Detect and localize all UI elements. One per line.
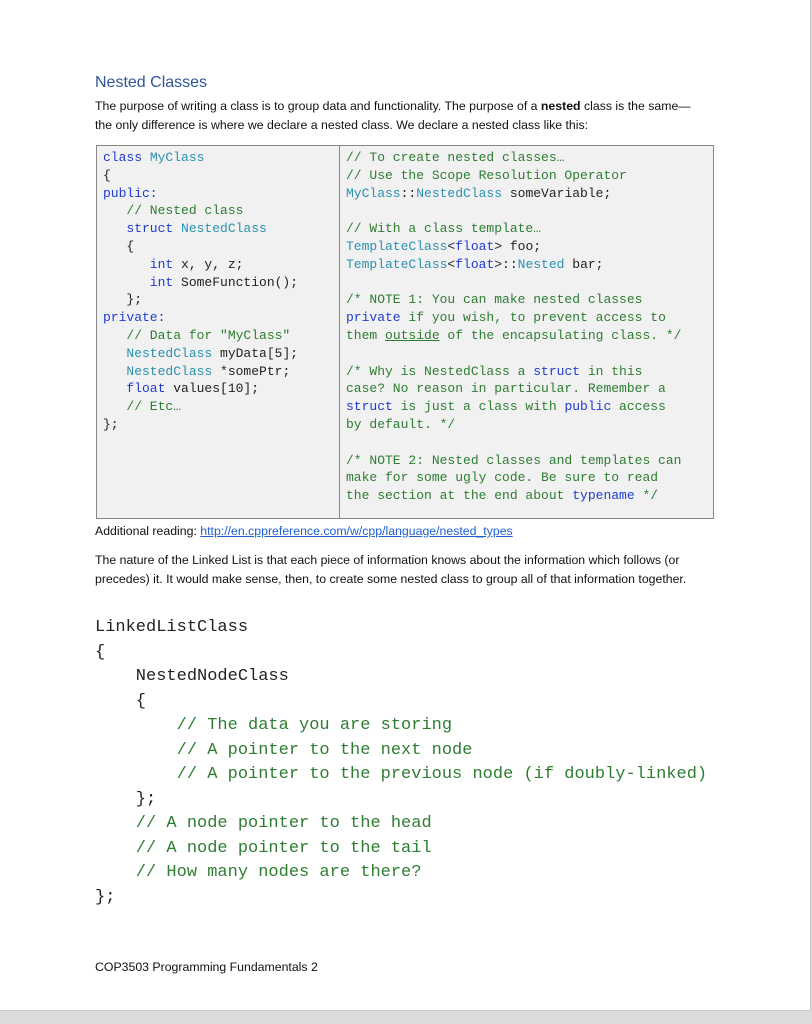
code-token: { [103, 167, 111, 183]
code-token: MyClass [149, 150, 205, 165]
code-token: // A pointer to the previous node (if doubly-linked) [95, 765, 708, 784]
code-line [103, 202, 339, 220]
code-token: values[10]; [173, 381, 260, 397]
code-line [95, 812, 707, 837]
code-line [346, 185, 713, 203]
reference-link[interactable]: http://en.cppreference.com/w/cpp/language/nested_types [200, 524, 513, 538]
code-token: make for some ugly code. Be sure to read [346, 470, 659, 486]
code-token: /* Why is NestedClass a [346, 363, 534, 379]
code-line [95, 788, 707, 813]
code-token: }; [95, 887, 116, 907]
code-token: int [103, 256, 182, 272]
code-token: // Etc… [103, 399, 182, 415]
code-token: someVariable; [509, 185, 612, 201]
code-token: }; [103, 416, 119, 432]
code-line [95, 641, 707, 666]
code-token: if you wish, to prevent access to [408, 310, 666, 326]
code-token: float [455, 256, 495, 272]
code-token: them [346, 327, 386, 343]
intro-bold: nested [540, 99, 581, 113]
code-token: // A pointer to the next node [95, 740, 473, 760]
code-line [346, 256, 713, 274]
code-token: case? No reason in particular. Remember a [346, 381, 666, 397]
code-line [346, 434, 713, 452]
code-line [95, 665, 707, 690]
code-token: Nested [517, 256, 573, 272]
code-left-column [97, 146, 340, 518]
code-token: class [103, 150, 150, 165]
code-token: public: [103, 185, 158, 201]
code-token: bar; [572, 256, 604, 272]
code-line [346, 238, 713, 256]
code-line [346, 380, 713, 398]
code-line [103, 309, 339, 327]
code-line [346, 452, 713, 470]
code-line [103, 327, 339, 345]
code-token: { [95, 642, 106, 662]
code-token: // With a class template… [346, 221, 542, 237]
code-token: struct [533, 363, 588, 379]
code-line [103, 291, 339, 309]
code-token: NestedNodeClass [95, 667, 289, 686]
code-token: of the encapsulating class. */ [439, 327, 682, 343]
code-line [103, 149, 339, 167]
code-line [346, 291, 713, 309]
code-token: int [103, 274, 182, 290]
code-line [346, 309, 713, 327]
code-token: float [103, 381, 174, 397]
code-token: outside [385, 327, 440, 343]
code-line [346, 487, 713, 505]
code-line [346, 469, 713, 487]
code-line [95, 861, 707, 886]
code-line [95, 739, 707, 764]
code-token: typename [572, 488, 643, 504]
code-token: struct [346, 399, 401, 415]
code-token: NestedClass [181, 221, 267, 237]
code-token: by default. */ [346, 416, 456, 432]
code-token: < [447, 256, 456, 272]
section-title: Nested Classes [95, 74, 208, 91]
code-line [103, 220, 339, 238]
code-token: private: [103, 310, 166, 326]
code-token: NestedClass [416, 185, 510, 201]
code-line [103, 167, 339, 185]
code-token: TemplateClass [346, 238, 448, 254]
code-example-table [96, 145, 714, 519]
code-line [95, 714, 707, 739]
code-token: SomeFunction(); [181, 274, 299, 290]
code-line [95, 837, 707, 862]
code-line [346, 167, 713, 185]
code-line [103, 398, 339, 416]
code-token: */ [642, 488, 659, 504]
code-line [346, 416, 713, 434]
code-line [103, 274, 339, 292]
additional-reading [95, 522, 705, 541]
code-token: < [447, 238, 456, 254]
code-line [103, 345, 339, 363]
code-token: // Data for "MyClass" [103, 327, 291, 343]
code-token: > foo; [494, 238, 542, 254]
additional-reading-label: Additional reading: [95, 524, 201, 538]
code-token: // To create nested classes… [346, 150, 565, 165]
code-token: private [346, 310, 409, 326]
code-token: TemplateClass [346, 256, 448, 272]
code-line [103, 416, 339, 434]
linked-list-code [95, 616, 707, 910]
code-token: // The data you are storing [95, 716, 453, 735]
linked-list-paragraph: The nature of the Linked List is that each piece of information knows about the information which follows (or precedes) it. It would make sense, then, to create some nested class to group all of that information together. [95, 553, 687, 586]
code-right-column [340, 146, 713, 518]
code-token: access [619, 399, 666, 415]
code-token: }; [95, 789, 157, 809]
code-line [346, 363, 713, 381]
code-token: in this [587, 363, 643, 379]
code-token: { [103, 238, 135, 254]
code-token: *somePtr; [220, 363, 291, 379]
code-line [346, 345, 713, 363]
code-token: LinkedListClass [95, 618, 249, 637]
code-line [95, 690, 707, 715]
intro-paragraph [95, 97, 705, 135]
code-token: { [95, 691, 147, 711]
code-line [103, 363, 339, 381]
code-token: /* NOTE 1: You can make nested classes [346, 292, 643, 308]
code-token: MyClass [346, 185, 401, 201]
code-token: :: [400, 185, 417, 201]
code-line [346, 327, 713, 345]
code-line [346, 398, 713, 416]
code-line [346, 149, 713, 167]
code-token: float [455, 238, 495, 254]
code-line [95, 886, 707, 911]
code-token: the section at the end about [346, 488, 573, 504]
code-token: struct [103, 221, 182, 237]
code-token: // How many nodes are there? [95, 863, 422, 882]
code-line [95, 763, 707, 788]
code-token: // A node pointer to the tail [95, 838, 432, 858]
code-token: myData[5]; [220, 345, 299, 361]
code-token: x, y, z; [181, 256, 244, 272]
code-token: >:: [494, 256, 518, 272]
code-line [103, 256, 339, 274]
code-token: NestedClass [103, 363, 221, 379]
code-token: /* NOTE 2: Nested classes and templates can [346, 452, 682, 468]
code-token: NestedClass [103, 345, 221, 361]
code-line [103, 238, 339, 256]
code-token: }; [103, 292, 143, 308]
code-token: public [564, 399, 620, 415]
code-line [346, 274, 713, 292]
code-line [346, 220, 713, 238]
code-line [103, 380, 339, 398]
code-token: // A node pointer to the head [95, 814, 432, 833]
code-token: // Nested class [103, 203, 244, 219]
code-line [95, 616, 707, 641]
code-token: is just a class with [400, 399, 565, 415]
intro-text-2: class is the same—the only difference is where we declare a nested class. We declare a nested class like this: [95, 99, 691, 132]
code-line [103, 185, 339, 203]
page-footer: COP3503 Programming Fundamentals 2 [95, 960, 318, 974]
code-line [346, 202, 713, 220]
code-token: // Use the Scope Resolution Operator [346, 167, 627, 183]
intro-text-1: The purpose of writing a class is to group data and functionality. The purpose of a [95, 99, 541, 113]
